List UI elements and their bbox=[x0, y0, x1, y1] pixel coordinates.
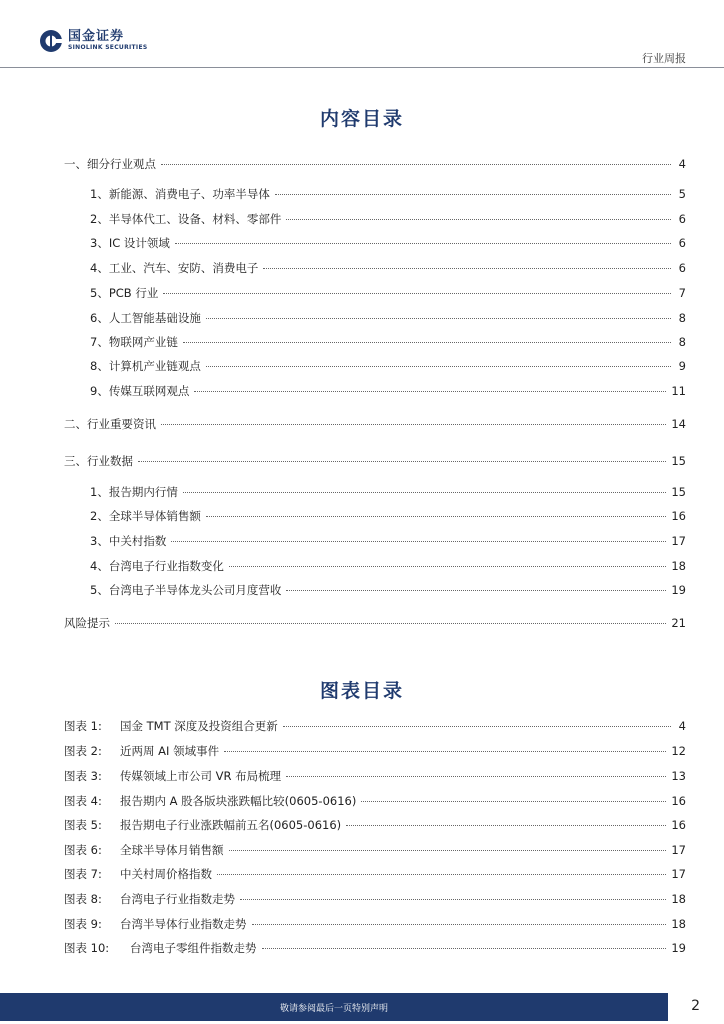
figure-number: 图表 10: bbox=[64, 941, 110, 955]
figure-number: 图表 2: bbox=[64, 744, 102, 758]
dot-leader bbox=[138, 461, 666, 462]
figure-label: 台湾半导体行业指数走势 bbox=[120, 917, 247, 931]
toc-title: 内容目录 bbox=[319, 108, 404, 130]
figures-title: 图表目录 bbox=[319, 680, 404, 702]
toc-entry-1-2[interactable] bbox=[90, 211, 686, 229]
logo-chinese-name: 国金证券 bbox=[68, 29, 125, 44]
dot-leader bbox=[361, 801, 666, 802]
dot-leader bbox=[252, 924, 667, 925]
toc-entry-risk[interactable] bbox=[64, 615, 686, 633]
dot-leader bbox=[206, 516, 667, 517]
toc-entry-page: 16 bbox=[671, 509, 686, 523]
figure-number: 图表 7: bbox=[64, 867, 102, 881]
dot-leader bbox=[175, 243, 671, 244]
toc-entry-page: 6 bbox=[678, 236, 686, 250]
toc-entry-1-8[interactable] bbox=[90, 358, 686, 376]
figure-entry-8[interactable] bbox=[64, 891, 686, 909]
toc-entry-1-5[interactable] bbox=[90, 285, 686, 303]
toc-entry-1-6[interactable] bbox=[90, 310, 686, 328]
figure-label: 传媒领域上市公司 VR 布局梳理 bbox=[120, 769, 282, 783]
dot-leader bbox=[286, 776, 666, 777]
figure-label: 报告期内 A 股各版块涨跌幅比较(0605-0616) bbox=[120, 794, 357, 808]
dot-leader bbox=[194, 391, 666, 392]
dot-leader bbox=[217, 874, 666, 875]
toc-entry-3-1[interactable] bbox=[90, 484, 686, 502]
dot-leader bbox=[262, 948, 667, 949]
toc-entry-page: 8 bbox=[678, 311, 686, 325]
dot-leader bbox=[286, 590, 666, 591]
toc-entry-1-4[interactable] bbox=[90, 260, 686, 278]
toc-entry-page: 19 bbox=[671, 583, 686, 597]
toc-entry-page: 15 bbox=[671, 485, 686, 499]
figure-entry-10[interactable] bbox=[64, 940, 686, 958]
figure-entry-3[interactable] bbox=[64, 768, 686, 786]
figure-entry-6[interactable] bbox=[64, 842, 686, 860]
toc-entry-label: 三、行业数据 bbox=[64, 454, 133, 468]
toc-entry-page: 6 bbox=[678, 261, 686, 275]
dot-leader bbox=[206, 318, 671, 319]
toc-entry-page: 14 bbox=[671, 417, 686, 431]
toc-entry-page: 6 bbox=[678, 212, 686, 226]
toc-entry-label: 4、台湾电子行业指数变化 bbox=[90, 559, 224, 573]
dot-leader bbox=[224, 751, 666, 752]
toc-entry-1-3[interactable] bbox=[90, 235, 686, 253]
figure-entry-7[interactable] bbox=[64, 866, 686, 884]
toc-entry-1-7[interactable] bbox=[90, 334, 686, 352]
dot-leader bbox=[183, 342, 671, 343]
figure-number: 图表 9: bbox=[64, 917, 102, 931]
dot-leader bbox=[263, 268, 671, 269]
toc-entry-label: 7、物联网产业链 bbox=[90, 335, 178, 349]
toc-entry-label: 5、台湾电子半导体龙头公司月度营收 bbox=[90, 583, 282, 597]
figure-page: 17 bbox=[671, 843, 686, 857]
toc-entry-page: 11 bbox=[671, 384, 686, 398]
figure-number: 图表 5: bbox=[64, 818, 102, 832]
toc-entry-label: 1、报告期内行情 bbox=[90, 485, 178, 499]
toc-entry-page: 8 bbox=[678, 335, 686, 349]
figure-number: 图表 8: bbox=[64, 892, 102, 906]
toc-entry-page: 15 bbox=[671, 454, 686, 468]
dot-leader bbox=[286, 219, 671, 220]
figure-label: 台湾电子零组件指数走势 bbox=[130, 941, 257, 955]
dot-leader bbox=[161, 164, 671, 165]
figure-number: 图表 6: bbox=[64, 843, 102, 857]
figure-number: 图表 1: bbox=[64, 719, 102, 733]
figure-entry-4[interactable] bbox=[64, 793, 686, 811]
figure-page: 16 bbox=[671, 794, 686, 808]
page-number: 2 bbox=[691, 998, 700, 1014]
footer-disclaimer: 敬请参阅最后一页特别声明 bbox=[279, 1004, 388, 1014]
header-divider bbox=[0, 67, 724, 68]
dot-leader bbox=[229, 566, 667, 567]
dot-leader bbox=[161, 424, 666, 425]
toc-entry-label: 5、PCB 行业 bbox=[90, 286, 159, 300]
report-type-label: 行业周报 bbox=[642, 52, 686, 65]
figure-entry-5[interactable] bbox=[64, 817, 686, 835]
dot-leader bbox=[275, 194, 671, 195]
toc-entry-label: 8、计算机产业链观点 bbox=[90, 359, 201, 373]
toc-entry-label: 6、人工智能基础设施 bbox=[90, 311, 201, 325]
dot-leader bbox=[183, 492, 667, 493]
toc-entry-label: 2、全球半导体销售额 bbox=[90, 509, 201, 523]
figure-page: 18 bbox=[671, 892, 686, 906]
toc-entry-page: 17 bbox=[671, 534, 686, 548]
toc-entry-section-1[interactable] bbox=[64, 156, 686, 174]
dot-leader bbox=[283, 726, 671, 727]
page-footer bbox=[0, 993, 724, 1024]
figure-number: 图表 4: bbox=[64, 794, 102, 808]
toc-entry-page: 18 bbox=[671, 559, 686, 573]
toc-entry-3-5[interactable] bbox=[90, 582, 686, 600]
toc-entry-1-9[interactable] bbox=[90, 383, 686, 401]
toc-entry-3-4[interactable] bbox=[90, 558, 686, 576]
figure-page: 19 bbox=[671, 941, 686, 955]
toc-entry-label: 3、IC 设计领域 bbox=[90, 236, 170, 250]
dot-leader bbox=[229, 850, 667, 851]
dot-leader bbox=[115, 623, 666, 624]
figure-label: 台湾电子行业指数走势 bbox=[120, 892, 235, 906]
dot-leader bbox=[171, 541, 666, 542]
toc-entry-label: 2、半导体代工、设备、材料、零部件 bbox=[90, 212, 282, 226]
toc-entry-label: 风险提示 bbox=[64, 616, 110, 630]
toc-entry-page: 4 bbox=[678, 157, 686, 171]
toc-entry-3-2[interactable] bbox=[90, 508, 686, 526]
figure-page: 16 bbox=[671, 818, 686, 832]
toc-entry-section-2[interactable] bbox=[64, 416, 686, 434]
dot-leader bbox=[163, 293, 671, 294]
toc-entry-page: 9 bbox=[678, 359, 686, 373]
figure-entry-1[interactable] bbox=[64, 718, 686, 736]
toc-entry-page: 5 bbox=[678, 187, 686, 201]
toc-entry-label: 二、行业重要资讯 bbox=[64, 417, 156, 431]
figure-label: 近两周 AI 领域事件 bbox=[120, 744, 220, 758]
figure-label: 全球半导体月销售额 bbox=[120, 843, 224, 857]
toc-entry-label: 3、中关村指数 bbox=[90, 534, 167, 548]
toc-entry-section-3[interactable] bbox=[64, 453, 686, 471]
dot-leader bbox=[240, 899, 666, 900]
toc-entry-1-1[interactable] bbox=[90, 186, 686, 204]
figure-label: 国金 TMT 深度及投资组合更新 bbox=[120, 719, 278, 733]
figure-label: 中关村周价格指数 bbox=[120, 867, 212, 881]
figure-page: 4 bbox=[678, 719, 686, 733]
figure-page: 13 bbox=[671, 769, 686, 783]
toc-entry-page: 7 bbox=[678, 286, 686, 300]
figure-entry-9[interactable] bbox=[64, 916, 686, 934]
figure-page: 18 bbox=[671, 917, 686, 931]
sinolink-logo bbox=[38, 28, 147, 54]
toc-entry-label: 1、新能源、消费电子、功率半导体 bbox=[90, 187, 270, 201]
toc-entry-3-3[interactable] bbox=[90, 533, 686, 551]
toc-entry-label: 4、工业、汽车、安防、消费电子 bbox=[90, 261, 259, 275]
dot-leader bbox=[206, 366, 671, 367]
toc-entry-label: 9、传媒互联网观点 bbox=[90, 384, 190, 398]
dot-leader bbox=[346, 825, 666, 826]
figure-page: 12 bbox=[671, 744, 686, 758]
toc-entry-label: 一、细分行业观点 bbox=[64, 157, 156, 171]
toc-entry-page: 21 bbox=[671, 616, 686, 630]
figure-label: 报告期电子行业涨跌幅前五名(0605-0616) bbox=[120, 818, 342, 832]
sinolink-logo-icon bbox=[38, 28, 64, 54]
logo-english-name: SINOLINK SECURITIES bbox=[68, 44, 148, 51]
figure-page: 17 bbox=[671, 867, 686, 881]
figure-number: 图表 3: bbox=[64, 769, 102, 783]
page-header bbox=[0, 0, 724, 68]
figure-entry-2[interactable] bbox=[64, 743, 686, 761]
